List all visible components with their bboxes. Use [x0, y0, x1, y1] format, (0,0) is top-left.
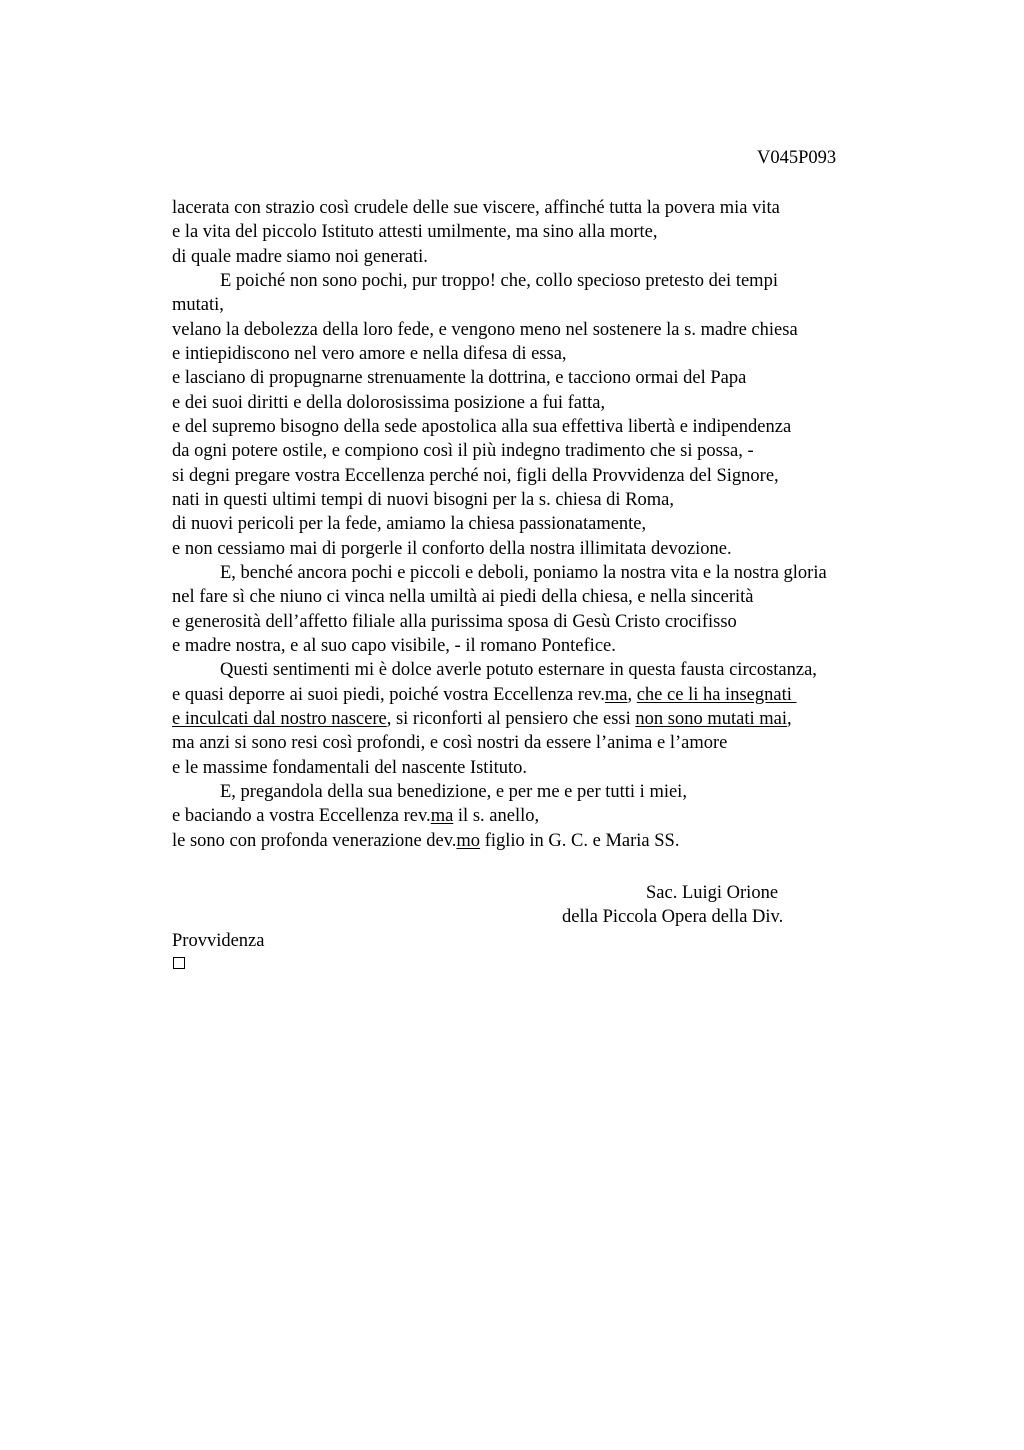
text-line: velano la debolezza della loro fede, e vengono meno nel sostenere la s. madre chiesa — [172, 319, 798, 340]
paragraph-start-line: E, benché ancora pochi e piccoli e deboli, poniamo la nostra vita e la nostra gloria — [220, 562, 827, 583]
text-segment: , — [786, 708, 792, 729]
text-line — [172, 707, 932, 731]
text-line: e la vita del piccolo Istituto attesti umilmente, ma sino alla morte, — [172, 222, 658, 243]
page-reference: V045P093 — [757, 148, 837, 168]
underlined-abbrev: ma — [430, 806, 454, 827]
text-segment: e quasi deporre ai suoi piedi, poiché vostra Eccellenza rev. — [172, 684, 605, 705]
text-segment: figlio in G. C. e Maria SS. — [480, 830, 680, 851]
text-segment: , — [627, 684, 637, 705]
text-line: e le massime fondamentali del nascente Istituto. — [172, 757, 527, 778]
paragraph-start-line: E poiché non sono pochi, pur troppo! che, collo specioso pretesto dei tempi — [220, 270, 778, 291]
text-line: mutati, — [172, 295, 224, 316]
text-line: nel fare sì che niuno ci vinca nella umiltà ai piedi della chiesa, e nella sincerità — [172, 587, 754, 608]
underlined-abbrev: ma — [604, 684, 628, 705]
text-line: nati in questi ultimi tempi di nuovi bisogni per la s. chiesa di Roma, — [172, 489, 675, 510]
text-line — [172, 829, 932, 853]
text-line — [172, 804, 932, 828]
text-line — [172, 683, 932, 707]
text-line: di nuovi pericoli per la fede, amiamo la chiesa passionatamente, — [172, 514, 647, 535]
text-segment: , si riconforti al pensiero che essi — [386, 708, 636, 729]
text-line: e dei suoi diritti e della dolorosissima posizione a fui fatta, — [172, 392, 606, 413]
text-line: e generosità dell’affetto filiale alla purissima sposa di Gesù Cristo crocifisso — [172, 611, 737, 632]
text-segment: il s. anello, — [453, 806, 540, 827]
underlined-abbrev: mo — [456, 830, 481, 851]
letter-body — [172, 196, 932, 853]
text-line: e madre nostra, e al suo capo visibile, - il romano Pontefice. — [172, 635, 616, 656]
checkbox-glyph-icon — [173, 957, 185, 969]
underlined-phrase: che ce li ha insegnati — [636, 684, 797, 705]
paragraph-start-line: E, pregandola della sua benedizione, e per me e per tutti i miei, — [220, 781, 687, 802]
text-line: e intiepidiscono nel vero amore e nella difesa di essa, — [172, 343, 567, 364]
signature-organization: della Piccola Opera della Div. — [562, 907, 784, 927]
text-line: e lasciano di propugnarne strenuamente la dottrina, e tacciono ormai del Papa — [172, 368, 747, 389]
text-line: lacerata con strazio così crudele delle sue viscere, affinché tutta la povera mia vita — [172, 198, 780, 218]
text-line: e del supremo bisogno della sede apostolica alla sua effettiva libertà e indipendenza — [172, 416, 792, 437]
paragraph-start-line: Questi sentimenti mi è dolce averle potuto esternare in questa fausta circostanza, — [220, 660, 817, 681]
signature-name: Sac. Luigi Orione — [646, 883, 779, 903]
underlined-phrase: non sono mutati mai — [635, 708, 787, 729]
underlined-phrase: e inculcati dal nostro nascere — [172, 708, 387, 729]
text-segment: le sono con profonda venerazione dev. — [172, 830, 457, 851]
text-line: e non cessiamo mai di porgerle il conforto della nostra illimitata devozione. — [172, 538, 732, 559]
text-line: ma anzi si sono resi così profondi, e così nostri da essere l’anima e l’amore — [172, 733, 728, 754]
text-line: si degni pregare vostra Eccellenza perché noi, figli della Provvidenza del Signore, — [172, 465, 779, 486]
text-segment: e baciando a vostra Eccellenza rev. — [172, 806, 431, 827]
signature-organization-continued: Provvidenza — [172, 931, 265, 951]
text-line: di quale madre siamo noi generati. — [172, 246, 428, 267]
text-line: da ogni potere ostile, e compiono così il più indegno tradimento che si possa, - — [172, 441, 754, 462]
